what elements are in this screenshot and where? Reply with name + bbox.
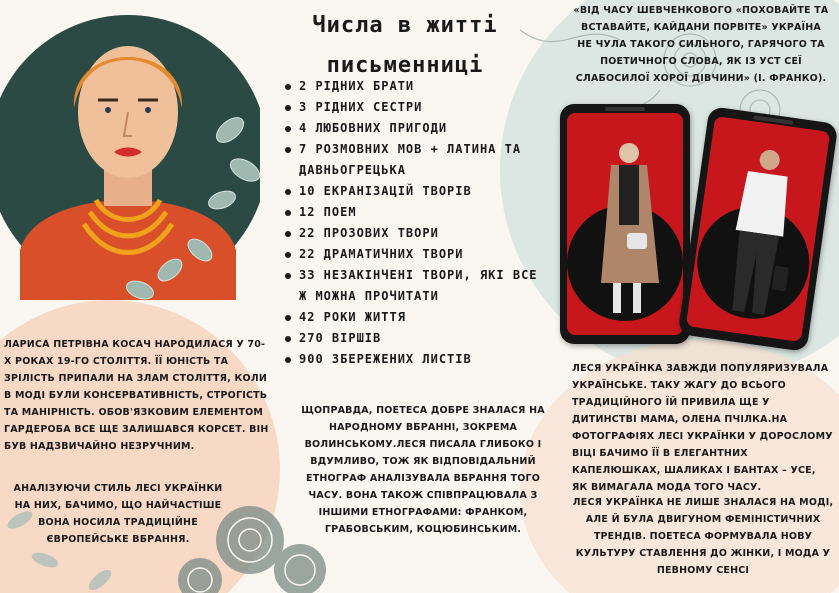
list-item: 270 ВІРШІВ (285, 328, 545, 349)
right-paragraph-1: ЛЕСЯ УКРАЇНКА ЗАВЖДИ ПОПУЛЯРИЗУВАЛА УКРАЇНСЬКЕ. ТАКУ ЖАГУ ДО ВСЬОГО ТРАДИЦІЙНОГО ЇЙ ПРИВИЛА ЩЕ У ДИТИНСТВІ МАМА, ОЛЕНА ПЧІЛКА.НА ФОТОГРАФІЯХ ЛЕСІ УКРАЇНКИ У ДОРОСЛОМУ ВІЦІ БАЧИМО ЇЇ В ЕЛЕГАНТНИХ КАПЕЛЮШКАХ, ШАЛИКАХ І БАНТАХ – УСЕ, ЯК ВИМАГАЛА МОДА ТОГО ЧАСУ. (572, 363, 833, 493)
phone-screen (686, 116, 830, 342)
list-item: 12 ПОЕМ (285, 202, 545, 223)
facts-list (285, 76, 545, 370)
page-title: Числа в житті письменниці (312, 13, 498, 78)
center-paragraph: ЩОПРАВДА, ПОЕТЕСА ДОБРЕ ЗНАЛАСЯ НА НАРОДНОМУ ВБРАННІ, ЗОКРЕМА ВОЛИНСЬКОМУ.ЛЕСЯ ПИСАЛА ГЛИБОКО І ВДУМЛИВО, ТОЖ ЯК ВІДПОВІДАЛЬНИЙ ЕТНОГРАФ АНАЛІЗУВАЛА ВБРАННЯ ТОГО ЧАСУ. ВОНА ТАКОЖ СПІВПРАЦЮВАЛА З ІНШИМИ ЕТНОГРАФАМИ: ФРАНКОМ, ГРАБОВСЬКИМ, КОЦЮБИНСЬКИМ. (301, 405, 545, 535)
list-item: 2 РІДНИХ БРАТИ (285, 76, 545, 97)
list-item: 33 НЕЗАКІНЧЕНІ ТВОРИ, ЯКІ ВСЕ Ж МОЖНА ПРОЧИТАТИ (285, 265, 545, 307)
list-item: 900 ЗБЕРЕЖЕНИХ ЛИСТІВ (285, 349, 545, 370)
list-item: 22 ДРАМАТИЧНИХ ТВОРИ (285, 244, 545, 265)
list-item: 3 РІДНИХ СЕСТРИ (285, 97, 545, 118)
woman-in-coat-photo (567, 113, 683, 335)
list-item: 10 ЕКРАНІЗАЦІЙ ТВОРІВ (285, 181, 545, 202)
left-paragraph-2: АНАЛІЗУЮЧИ СТИЛЬ ЛЕСІ УКРАЇНКИ НА НИХ, БАЧИМО, ЩО НАЙЧАСТІШЕ ВОНА НОСИЛА ТРАДИЦІЙНЕ ЄВРОПЕЙСЬКЕ ВБРАННЯ. (13, 483, 223, 545)
man-in-white-photo (686, 116, 830, 342)
phone-photo-left (560, 104, 690, 344)
franko-quote: «ВІД ЧАСУ ШЕВЧЕНКОВОГО «ПОХОВАЙТЕ ТА ВСТАВАЙТЕ, КАЙДАНИ ПОРВІТЕ» УКРАЇНА НЕ ЧУЛА ТАКОГО СИЛЬНОГО, ГАРЯЧОГО ТА ПОЕТИЧНОГО СЛОВА, ЯК ІЗ УСТ СЕЇ СЛАБОСИЛОЇ ХОРОЇ ДІВЧИНИ» (І. ФРАНКО). (573, 5, 829, 84)
list-item: 42 РОКИ ЖИТТЯ (285, 307, 545, 328)
phone-notch (605, 107, 645, 111)
right-paragraph-2: ЛЕСЯ УКРАЇНКА НЕ ЛИШЕ ЗНАЛАСЯ НА МОДІ, АЛЕ Й БУЛА ДВИГУНОМ ФЕМІНІСТИЧНИХ ТРЕНДІВ. ПОЕТЕСА ФОРМУВАЛА НОВУ КУЛЬТУРУ СТАВЛЕННЯ ДО ЖІНКИ, І МОДА У ПЕВНОМУ СЕНСІ (572, 497, 834, 576)
list-item: 22 ПРОЗОВИХ ТВОРИ (285, 223, 545, 244)
list-item: 7 РОЗМОВНИХ МОВ + ЛАТИНА ТА ДАВНЬОГРЕЦЬКА (285, 139, 545, 181)
phone-screen (567, 113, 683, 335)
left-paragraph-1: ЛАРИСА ПЕТРІВНА КОСАЧ НАРОДИЛАСЯ У 70-Х РОКАХ 19-ГО СТОЛІТТЯ. ЇЇ ЮНІСТЬ ТА ЗРІЛІСТЬ ПРИПАЛИ НА ЗЛАМ СТОЛІТТЯ, КОЛИ В МОДІ БУЛИ КОНСЕРВАТИВНІСТЬ, СТРОГІСТЬ ТА МАНІРНІСТЬ. ОБОВ'ЯЗКОВИМ ЕЛЕМЕНТОМ ГАРДЕРОБА ВСЕ ЩЕ ЗАЛИШАВСЯ КОРСЕТ. ВІН БУВ НАДЗВИЧАЙНО НЕЗРУЧНИМ. (4, 339, 269, 452)
portrait-illustration (0, 0, 260, 300)
list-item: 4 ЛЮБОВНИХ ПРИГОДИ (285, 118, 545, 139)
